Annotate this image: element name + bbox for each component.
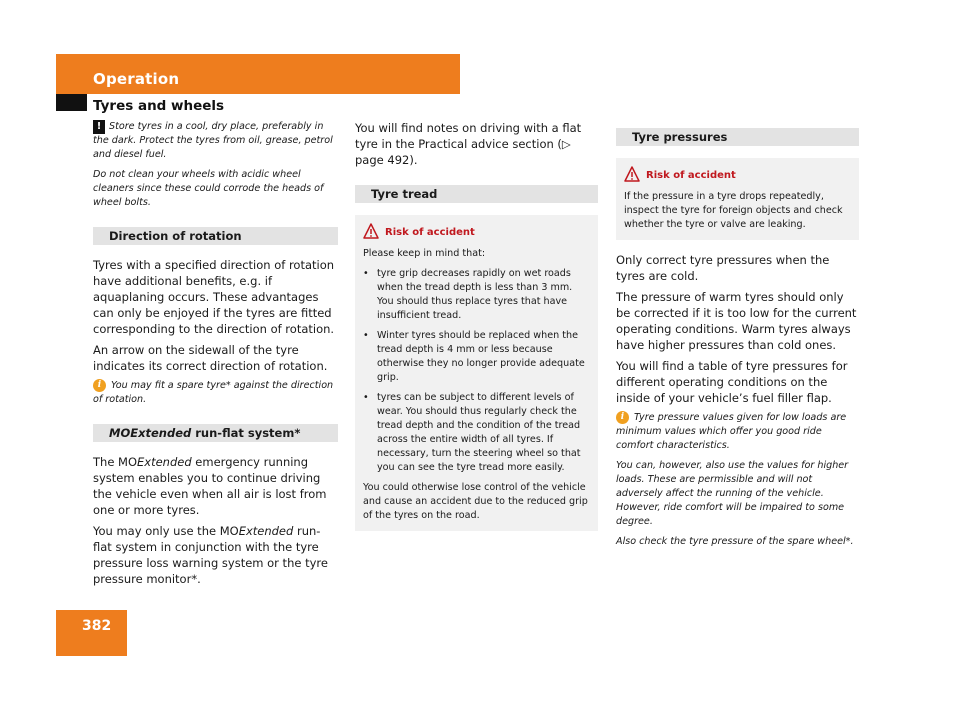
- exclamation-icon: !: [93, 120, 105, 134]
- pressure-warning-box: [616, 158, 859, 240]
- tread-warning-intro: Please keep in mind that:: [363, 248, 486, 259]
- storage-note: ! Store tyres in a cool, dry place, preferably in the dark. Protect the tyres from oil, grease, petrol and diesel fuel.: [93, 121, 333, 160]
- tread-warning-title: Risk of accident: [363, 223, 590, 243]
- column-middle: [355, 120, 598, 543]
- info-icon: i: [616, 411, 629, 424]
- cleaning-note: Do not clean your wheels with acidic wheel cleaners since these could corrode the heads of wheel bolts.: [93, 169, 324, 208]
- direction-paragraph: Tyres with a specified direction of rotation have additional benefits, e.g. if aquaplaning occurs. These advantages can only be enjoyed if the tyres are fitted corresponding to the direction of rotation.: [93, 258, 335, 336]
- pressure-info-note-1: i Tyre pressure values given for low loads are minimum values which offer you good ride comfort characteristics.: [616, 412, 847, 451]
- pressure-warning-title: Risk of accident: [624, 166, 851, 186]
- section-title: Operation: [93, 70, 180, 88]
- column-right: [616, 120, 859, 555]
- tread-bullet: • Winter tyres should be replaced when the tread depth is 4 mm or less because otherwise they no longer provide adequate grip.: [363, 330, 585, 383]
- tread-warning-box: [355, 215, 598, 531]
- warning-triangle-icon: [624, 166, 646, 186]
- pressure-paragraph-1: Only correct tyre pressures when the tyres are cold.: [616, 253, 830, 283]
- flat-tyre-intro: You will find notes on driving with a flat tyre in the Practical advice section (▷ page 492).: [355, 121, 582, 167]
- tread-warning-outro: You could otherwise lose control of the vehicle and cause an accident due to the reduced grip of the tyres on the road.: [363, 482, 588, 521]
- pressure-warning-text: If the pressure in a tyre drops repeatedly, inspect the tyre for foreign objects and check whether the tyre or valve are leaking.: [624, 191, 843, 230]
- tread-bullet: • tyre grip decreases rapidly on wet roads when the tread depth is less than 3 mm. You should thus replace tyres that have insufficient tread.: [363, 268, 573, 321]
- pressure-info-note-3: Also check the tyre pressure of the spare wheel*.: [616, 536, 854, 547]
- mo-heading-brand: MOExtended: [109, 426, 192, 440]
- mo-paragraph-2: You may only use the MOExtended run-flat system in conjunction with the tyre pressure loss warning system or the tyre pressure monitor*.: [93, 524, 328, 586]
- mo-heading-rest: run-flat system*: [191, 426, 301, 440]
- pressure-heading: Tyre pressures: [616, 128, 859, 146]
- mo-paragraph-1: The MOExtended emergency running system enables you to continue driving the vehicle even when all air is lost from one or more tyres.: [93, 455, 327, 517]
- page-number: 382: [82, 618, 112, 634]
- column-left: [93, 120, 338, 592]
- arrow-paragraph: An arrow on the sidewall of the tyre indicates its correct direction of rotation.: [93, 343, 328, 373]
- pressure-paragraph-3: You will find a table of tyre pressures for different operating conditions on the inside of your vehicle’s fuel filler flap.: [616, 359, 848, 405]
- tread-bullet: • tyres can be subject to different levels of wear. You should thus regularly check the tread depth and the condition of the tread across the entire width of all tyres. If necessary, turn the steering wheel so that you can see the tyre tread more easily.: [363, 392, 581, 473]
- section-tab-marker: [56, 94, 87, 111]
- warning-triangle-icon: [363, 223, 385, 243]
- direction-heading: Direction of rotation: [93, 227, 338, 245]
- tread-heading: Tyre tread: [355, 185, 598, 203]
- pressure-info-note-2: You can, however, also use the values for higher loads. These are permissible and will not adversely affect the running of the vehicle. However, ride comfort will be impaired to some degree.: [616, 460, 849, 527]
- info-icon: i: [93, 379, 106, 392]
- mo-heading: [93, 424, 338, 442]
- page-subtitle: Tyres and wheels: [93, 98, 225, 114]
- pressure-paragraph-2: The pressure of warm tyres should only be corrected if it is too low for the current operating conditions. Warm tyres always have higher pressures than cold ones.: [616, 290, 857, 352]
- direction-info-note: i You may fit a spare tyre* against the direction of rotation.: [93, 380, 334, 405]
